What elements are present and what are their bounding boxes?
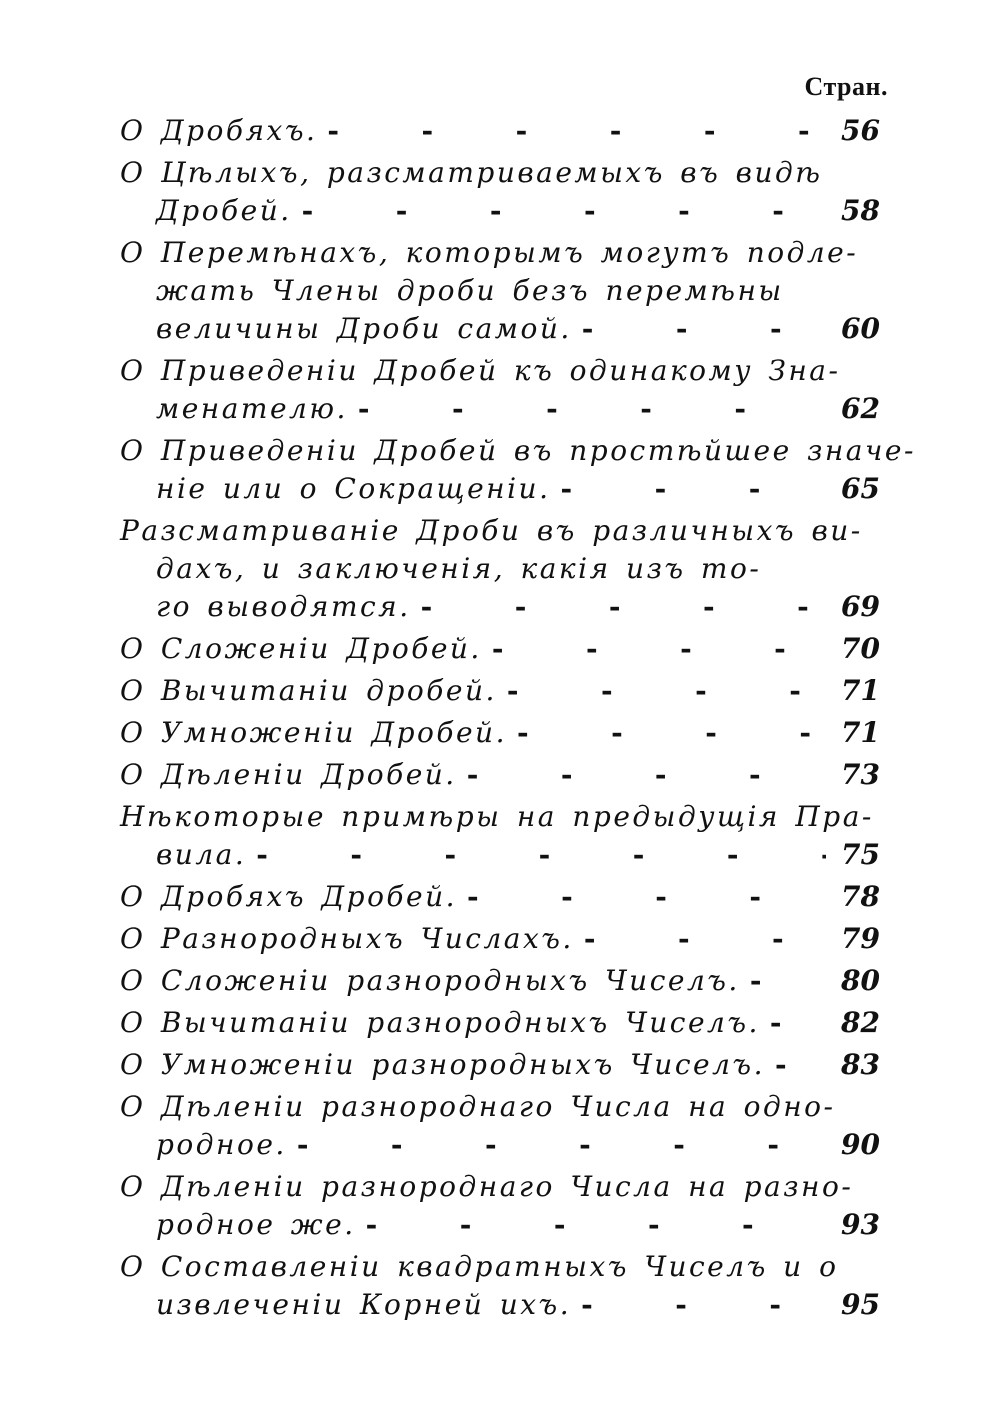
toc-entry-line <box>120 192 880 230</box>
toc-entry <box>120 714 880 752</box>
toc-entry-text: О Цѣлыхъ, разсматриваемыхъ въ видѣ <box>120 156 823 189</box>
dot-leader <box>584 920 826 958</box>
toc-entry-line <box>120 154 880 192</box>
toc-entry <box>120 672 880 710</box>
toc-entry-line <box>120 1088 880 1126</box>
toc-entry-text: извлеченiи Корней ихъ. <box>156 1288 572 1321</box>
toc-page-number: 65 <box>841 472 880 505</box>
toc-entry-line <box>120 1168 880 1206</box>
toc-page-number: 93 <box>841 1208 880 1241</box>
toc-entry-line <box>120 1286 880 1324</box>
toc-entry-line <box>120 112 880 150</box>
toc-page-number: 71 <box>841 716 880 749</box>
toc-page-number: 71 <box>841 674 880 707</box>
toc-entry-line <box>120 672 880 710</box>
toc-entry-text: О Сложенiи Дробей. <box>120 632 482 665</box>
dot-leader <box>750 962 826 1000</box>
toc-entry-line <box>120 1004 880 1042</box>
dot-leader <box>517 714 826 752</box>
toc-entry-text: Разсматриванiе Дроби въ различныхъ ви- <box>120 514 863 547</box>
table-of-contents <box>120 112 916 1328</box>
toc-entry-text: менателю. <box>156 392 348 425</box>
dot-leader <box>297 1126 826 1164</box>
dot-leader <box>366 1206 826 1244</box>
toc-entry-text: О Приведенiи Дробей къ одинакому Зна- <box>120 354 841 387</box>
toc-entry-text: величины Дроби самой. <box>156 312 572 345</box>
toc-entry-line <box>120 630 880 668</box>
toc-entry-line <box>120 550 880 588</box>
toc-page-number: 75 <box>841 838 880 871</box>
toc-entry-line <box>120 470 880 508</box>
toc-page-number: 82 <box>841 1006 880 1039</box>
toc-entry-text: жать Члены дроби безъ перемѣны <box>156 274 784 307</box>
toc-entry-text: родное. <box>156 1128 287 1161</box>
toc-entry-text: О Дѣленiи Дробей. <box>120 758 457 791</box>
toc-entry <box>120 1004 880 1042</box>
toc-entry-text: го выводятся. <box>156 590 411 623</box>
toc-entry-text: нiе или о Сокращенiи. <box>156 472 551 505</box>
toc-entry-text: дахъ, и заключенiя, какiя изъ то- <box>156 552 762 585</box>
toc-page-number: 90 <box>841 1128 880 1161</box>
toc-entry-line <box>120 588 880 626</box>
toc-entry <box>120 1248 880 1324</box>
toc-page-number: 83 <box>841 1048 880 1081</box>
toc-entry-text: О Приведенiи Дробей въ простѣйшее значе- <box>120 434 916 467</box>
toc-entry-line <box>120 1046 880 1084</box>
toc-entry-line <box>120 390 880 428</box>
toc-entry-line <box>120 1248 880 1286</box>
toc-entry-text: О Вычитанiи разнородныхъ Чиселъ. <box>120 1006 760 1039</box>
toc-entry-line <box>120 878 880 916</box>
dot-leader <box>256 836 826 874</box>
dot-leader <box>467 756 826 794</box>
toc-entry <box>120 234 880 348</box>
toc-page-number: 62 <box>841 392 880 425</box>
toc-page-number: 95 <box>841 1288 880 1321</box>
toc-page-number: 73 <box>841 758 880 791</box>
toc-entry-text: О Сложенiи разнородныхъ Чиселъ. <box>120 964 740 997</box>
dot-leader <box>581 1286 826 1324</box>
toc-entry-line <box>120 272 880 310</box>
toc-entry-text: О Перемѣнахъ, которымъ могутъ подле- <box>120 236 859 269</box>
toc-entry-line <box>120 836 880 874</box>
toc-entry-text: О Умноженiи Дробей. <box>120 716 507 749</box>
page-column-header: Стран. <box>804 72 888 101</box>
toc-page-number: 70 <box>841 632 880 665</box>
dot-leader <box>467 878 826 916</box>
toc-entry <box>120 878 880 916</box>
toc-entry-line <box>120 352 880 390</box>
toc-page-number: 80 <box>841 964 880 997</box>
dot-leader <box>492 630 826 668</box>
toc-entry-text: О Дробяхъ Дробей. <box>120 880 458 913</box>
toc-entry <box>120 920 880 958</box>
toc-entry <box>120 962 880 1000</box>
toc-entry-text: Дробей. <box>156 194 292 227</box>
entry-spacer <box>120 1324 880 1328</box>
toc-entry-text: О Дѣленiи разнороднаго Числа на одно- <box>120 1090 836 1123</box>
toc-entry-line <box>120 432 916 470</box>
toc-entry <box>120 512 880 626</box>
dot-leader <box>775 1046 826 1084</box>
toc-entry <box>120 352 880 428</box>
toc-entry-text: О Умноженiи разнородныхъ Чиселъ. <box>120 1048 765 1081</box>
dot-leader <box>560 470 826 508</box>
toc-page-number: 79 <box>841 922 880 955</box>
toc-entry-line <box>120 798 880 836</box>
toc-page-number: 60 <box>841 312 880 345</box>
toc-entry-text: О Вычитанiи дробей. <box>120 674 497 707</box>
dot-leader <box>507 672 826 710</box>
toc-page-number: 56 <box>841 114 880 147</box>
toc-entry-line <box>120 512 880 550</box>
dot-leader <box>770 1004 826 1042</box>
toc-entry-text: Нѣкоторые примѣры на предыдущiя Пра- <box>120 800 874 833</box>
toc-entry-text: О Составленiи квадратныхъ Чиселъ и о <box>120 1250 839 1283</box>
dot-leader <box>358 390 826 428</box>
toc-entry <box>120 1088 880 1164</box>
toc-entry-text: О Разнородныхъ Числахъ. <box>120 922 574 955</box>
toc-entry-line <box>120 1126 880 1164</box>
toc-entry <box>120 1046 880 1084</box>
toc-entry-line <box>120 234 880 272</box>
toc-entry-text: О Дѣленiи разнороднаго Числа на разно- <box>120 1170 854 1203</box>
toc-entry <box>120 154 880 230</box>
dot-leader <box>582 310 826 348</box>
toc-page-number: 78 <box>841 880 880 913</box>
toc-entry-line <box>120 962 880 1000</box>
toc-entry-line <box>120 1206 880 1244</box>
toc-entry <box>120 432 916 508</box>
toc-entry-text: вила. <box>156 838 247 871</box>
dot-leader <box>421 588 826 626</box>
dot-leader <box>302 192 826 230</box>
toc-entry-line <box>120 714 880 752</box>
toc-entry-line <box>120 920 880 958</box>
toc-entry-line <box>120 310 880 348</box>
toc-entry <box>120 798 880 874</box>
toc-entry-line <box>120 756 880 794</box>
dot-leader <box>327 112 826 150</box>
toc-page-number: 58 <box>841 194 880 227</box>
toc-entry <box>120 630 880 668</box>
toc-entry <box>120 756 880 794</box>
toc-page-number: 69 <box>841 590 880 623</box>
toc-entry <box>120 112 880 150</box>
toc-entry <box>120 1168 880 1244</box>
toc-entry-text: О Дробяхъ. <box>120 114 318 147</box>
toc-entry-text: родное же. <box>156 1208 356 1241</box>
